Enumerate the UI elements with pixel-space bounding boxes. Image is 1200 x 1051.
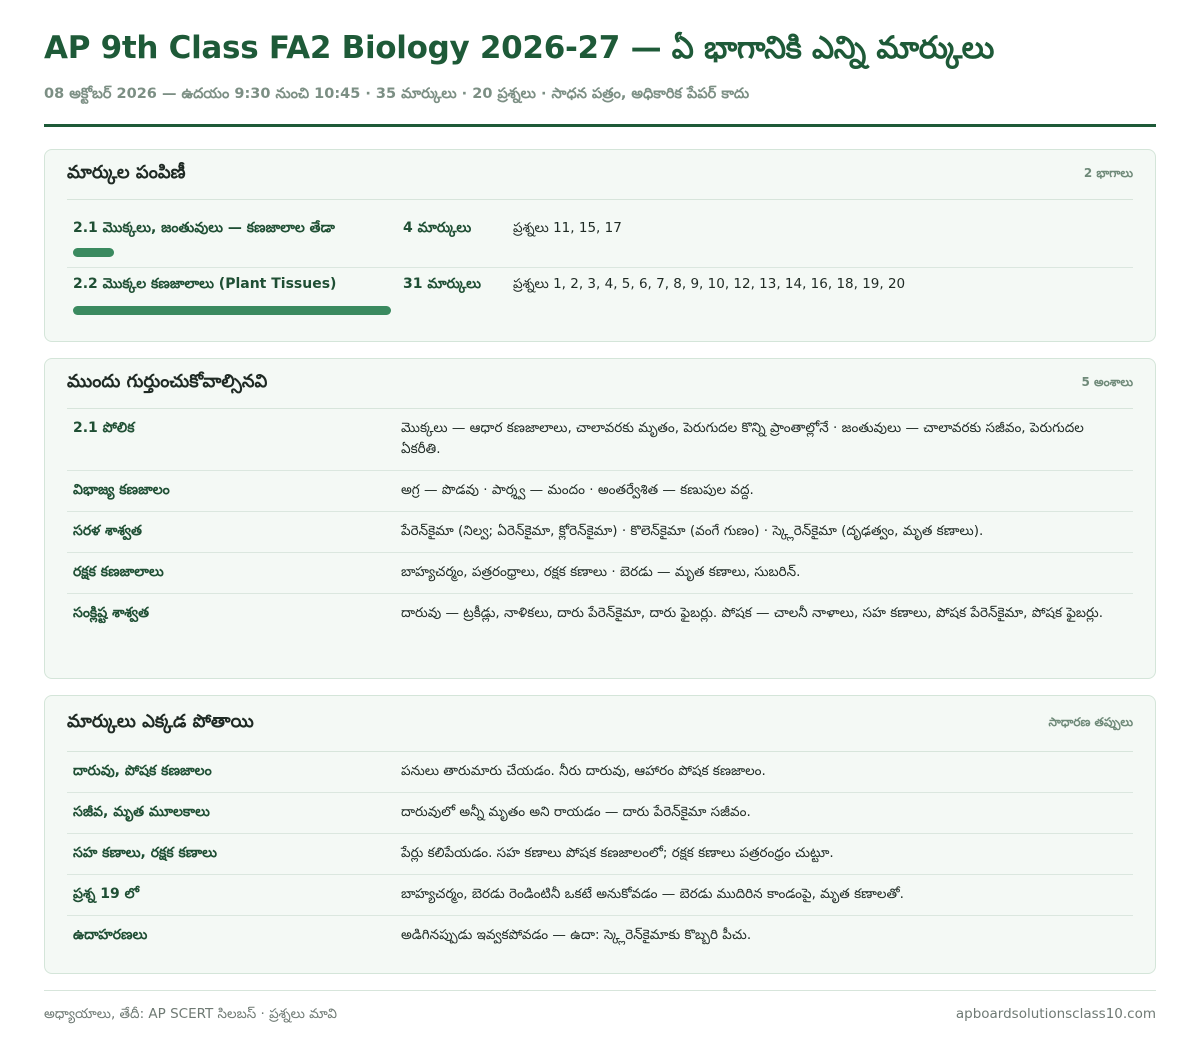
card-header <box>67 150 1133 200</box>
row-key: సరళ శాశ్వత <box>73 523 142 539</box>
distribution-row <box>67 268 1133 336</box>
section-name: 2.1 మొక్కలు, జంతువులు — కణజాలాల తేడా <box>73 220 335 236</box>
section-marks: 31 మార్కులు <box>403 276 481 292</box>
marks-distribution-card <box>44 149 1156 342</box>
row-key: రక్షక కణజాలాలు <box>73 564 164 580</box>
mistake-row <box>67 752 1133 793</box>
footer-source-note: అధ్యాయాలు, తేదీ: AP SCERT సిలబస్ · ప్రశ్నలు మావి <box>44 1006 337 1022</box>
remember-row <box>67 594 1133 634</box>
remember-row <box>67 409 1133 471</box>
card-title: ముందు గుర్తుంచుకోవాల్సినవి <box>67 371 268 392</box>
mistake-row <box>67 916 1133 956</box>
footer-site-link[interactable]: apboardsolutionsclass10.com <box>955 1006 1156 1022</box>
row-key: సంక్లిష్ట శాశ్వత <box>73 605 149 621</box>
row-value: పనులు తారుమారు చేయడం. నీరు దారువు, ఆహారం పోషక కణజాలం. <box>401 763 766 779</box>
mistake-row <box>67 875 1133 916</box>
marks-bar-fill <box>73 248 114 257</box>
title-divider <box>44 124 1156 127</box>
row-value: దారువు — ట్రకీడ్లు, నాళికలు, దారు పేరెన్‌కైమా, దారు ఫైబర్లు. పోషక — చాలనీ నాళాలు, సహ కణాలు, పోషక పేరెన్‌కైమా, పోషక ఫైబర్లు. <box>401 605 1104 621</box>
card-title: మార్కుల పంపిణీ <box>67 162 186 183</box>
section-questions: ప్రశ్నలు 1, 2, 3, 4, 5, 6, 7, 8, 9, 10, 12, 13, 14, 16, 18, 19, 20 <box>513 276 906 292</box>
row-value: పేర్లు కలిపేయడం. సహ కణాలు పోషక కణజాలంలో; రక్షక కణాలు పత్రరంధ్రం చుట్టూ. <box>401 845 834 861</box>
row-key: సజీవ, మృత మూలకాలు <box>73 804 210 820</box>
row-key: ఉదాహరణలు <box>73 927 148 943</box>
footer-divider <box>44 990 1156 991</box>
row-value: దారువులో అన్నీ మృతం అని రాయడం — దారు పేరెన్‌కైమా సజీవం. <box>401 804 751 820</box>
page-subtitle: 08 అక్టోబర్ 2026 — ఉదయం 9:30 నుంచి 10:45 · 35 మార్కులు · 20 ప్రశ్నలు · సాధన పత్రం, అధికారిక పేపర్ కాదు <box>44 86 750 102</box>
row-value: అగ్ర — పొడవు · పార్శ్వ — మందం · అంతర్వేశిత — కణుపుల వద్ద. <box>401 482 754 498</box>
card-meta: 5 అంశాలు <box>1081 375 1133 389</box>
remember-row <box>67 512 1133 553</box>
remember-row <box>67 471 1133 512</box>
card-meta: 2 భాగాలు <box>1083 166 1133 180</box>
remember-card <box>44 358 1156 679</box>
section-marks: 4 మార్కులు <box>403 220 472 236</box>
marks-bar-fill <box>73 306 391 315</box>
row-value: అడిగినప్పుడు ఇవ్వకపోవడం — ఉదా: స్క్లెరెన్‌కైమాకు కొబ్బరి పీచు. <box>401 927 752 943</box>
mistake-row <box>67 793 1133 834</box>
page-title: AP 9th Class FA2 Biology 2026-27 — ఏ భాగానికి ఎన్ని మార్కులు <box>44 30 995 66</box>
card-header <box>67 359 1133 409</box>
section-name: 2.2 మొక్కల కణజాలాలు (Plant Tissues) <box>73 276 337 292</box>
row-key: దారువు, పోషక కణజాలం <box>73 763 212 779</box>
row-key: సహ కణాలు, రక్షక కణాలు <box>73 845 217 861</box>
section-questions: ప్రశ్నలు 11, 15, 17 <box>513 220 622 236</box>
row-value: మొక్కలు — ఆధార కణజాలాలు, చాలావరకు మృతం, పెరుగుదల కొన్ని ప్రాంతాల్లోనే · జంతువులు — చాలావరకు సజీవం, పెరుగుదల ఏకరీతి. <box>401 420 1084 457</box>
distribution-row <box>67 200 1133 268</box>
row-value: బాహ్యచర్మం, పత్రరంధ్రాలు, రక్షక కణాలు · బెరడు — మృత కణాలు, సుబరిన్. <box>401 564 801 580</box>
marks-bar <box>73 248 391 257</box>
row-key: 2.1 పోలిక <box>73 420 135 436</box>
mistake-row <box>67 834 1133 875</box>
card-meta: సాధారణ తప్పులు <box>1048 715 1133 729</box>
remember-row <box>67 553 1133 594</box>
row-value: బాహ్యచర్మం, బెరడు రెండింటినీ ఒకటే అనుకోవడం — బెరడు ముదిరిన కాండంపై, మృత కణాలతో. <box>401 886 904 902</box>
mistakes-card <box>44 695 1156 974</box>
card-title: మార్కులు ఎక్కడ పోతాయి <box>67 711 254 732</box>
row-value: పేరెన్‌కైమా (నిల్వ; ఏరెన్‌కైమా, క్లోరెన్‌కైమా) · కొలెన్‌కైమా (వంగే గుణం) · స్క్లెరెన్‌కైమా (దృఢత్వం, మృత కణాలు). <box>401 523 984 539</box>
marks-bar <box>73 306 391 315</box>
row-key: ప్రశ్న 19 లో <box>73 886 139 902</box>
row-key: విభాజ్య కణజాలం <box>73 482 170 498</box>
card-header <box>67 696 1133 752</box>
